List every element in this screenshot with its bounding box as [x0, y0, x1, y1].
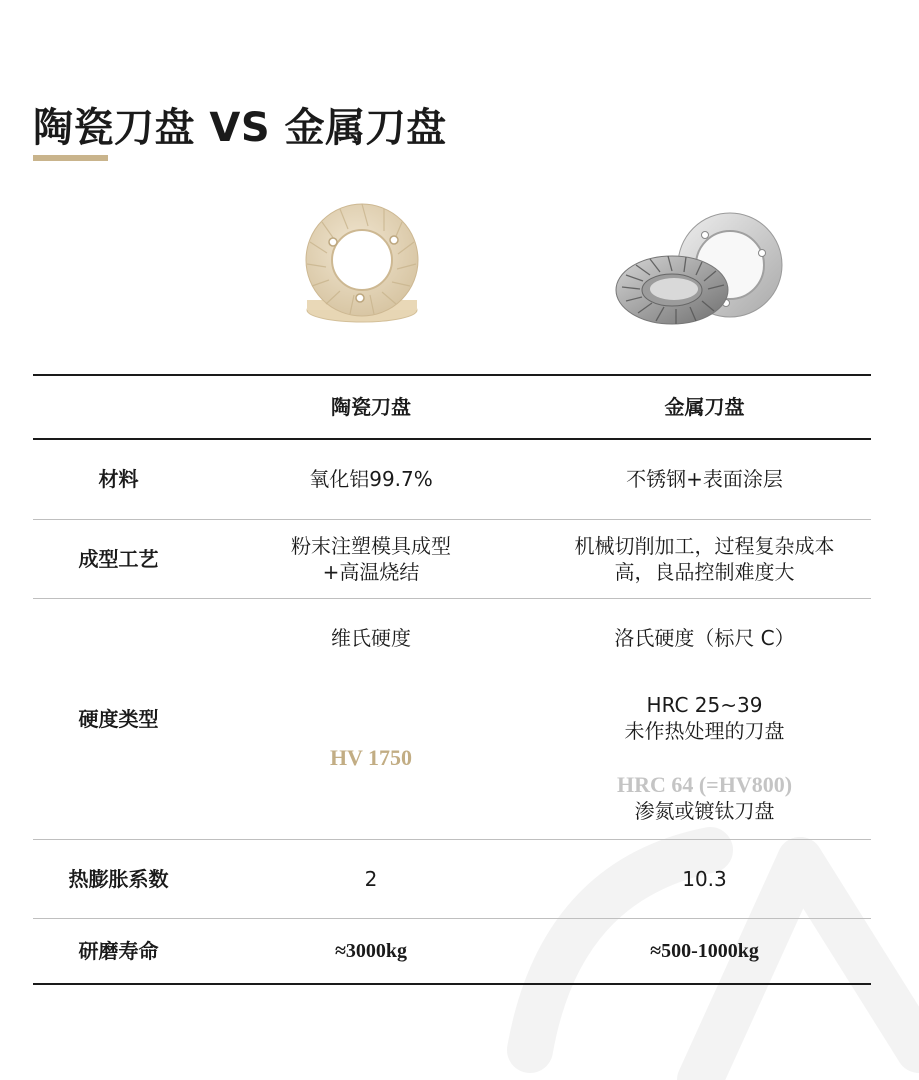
- process-metal-line1: 机械切削加工，过程复杂成本: [574, 533, 835, 558]
- header-empty: [33, 375, 204, 439]
- hardness-metal-type: 洛氏硬度（标尺 C）: [614, 625, 795, 650]
- row-label-material: 材料: [98, 467, 139, 492]
- ceramic-burr-image: [296, 200, 426, 330]
- lifespan-metal: ≈500-1000kg: [650, 939, 759, 962]
- material-ceramic: 氧化铝99.7%: [309, 467, 433, 492]
- row-label-lifespan: 研磨寿命: [78, 938, 159, 963]
- header-metal: 金属刀盘: [538, 375, 871, 439]
- process-ceramic: [204, 519, 538, 598]
- header-ceramic: 陶瓷刀盘: [204, 375, 538, 439]
- table-header-row: [33, 375, 871, 439]
- table-row-lifespan: [33, 918, 871, 984]
- hardness-metal-desc1: 未作热处理的刀盘: [624, 718, 785, 743]
- hardness-metal-value1: HRC 25~39: [646, 692, 763, 717]
- expansion-metal: 10.3: [682, 866, 727, 891]
- expansion-ceramic: 2: [364, 866, 378, 891]
- table-row-expansion: [33, 839, 871, 918]
- hardness-ceramic: [204, 598, 538, 839]
- process-metal: [538, 519, 871, 598]
- metal-burr-image: [610, 205, 790, 345]
- hardness-ceramic-value: HV 1750: [329, 744, 413, 770]
- material-metal: 不锈钢+表面涂层: [626, 467, 783, 492]
- hardness-metal: [538, 598, 871, 839]
- title-underline: [33, 155, 108, 161]
- process-ceramic-line2: +高温烧结: [322, 559, 420, 584]
- row-label-process: 成型工艺: [78, 546, 159, 571]
- hardness-ceramic-type: 维氏硬度: [331, 625, 411, 650]
- table-row-hardness: [33, 598, 871, 839]
- hardness-metal-desc2: 渗氮或镀钛刀盘: [634, 798, 775, 823]
- hardness-metal-value2: HRC 64 (=HV800): [616, 771, 793, 797]
- table-row-material: [33, 439, 871, 519]
- comparison-table: [33, 374, 871, 985]
- lifespan-ceramic: ≈3000kg: [334, 939, 408, 962]
- row-label-expansion: 热膨胀系数: [68, 866, 169, 891]
- table-row-process: [33, 519, 871, 598]
- page-title: 陶瓷刀盘 VS 金属刀盘: [33, 105, 447, 151]
- process-ceramic-line1: 粉末注塑模具成型: [291, 533, 451, 558]
- process-metal-line2: 高，良品控制难度大: [614, 559, 795, 584]
- row-label-hardness: 硬度类型: [78, 706, 159, 731]
